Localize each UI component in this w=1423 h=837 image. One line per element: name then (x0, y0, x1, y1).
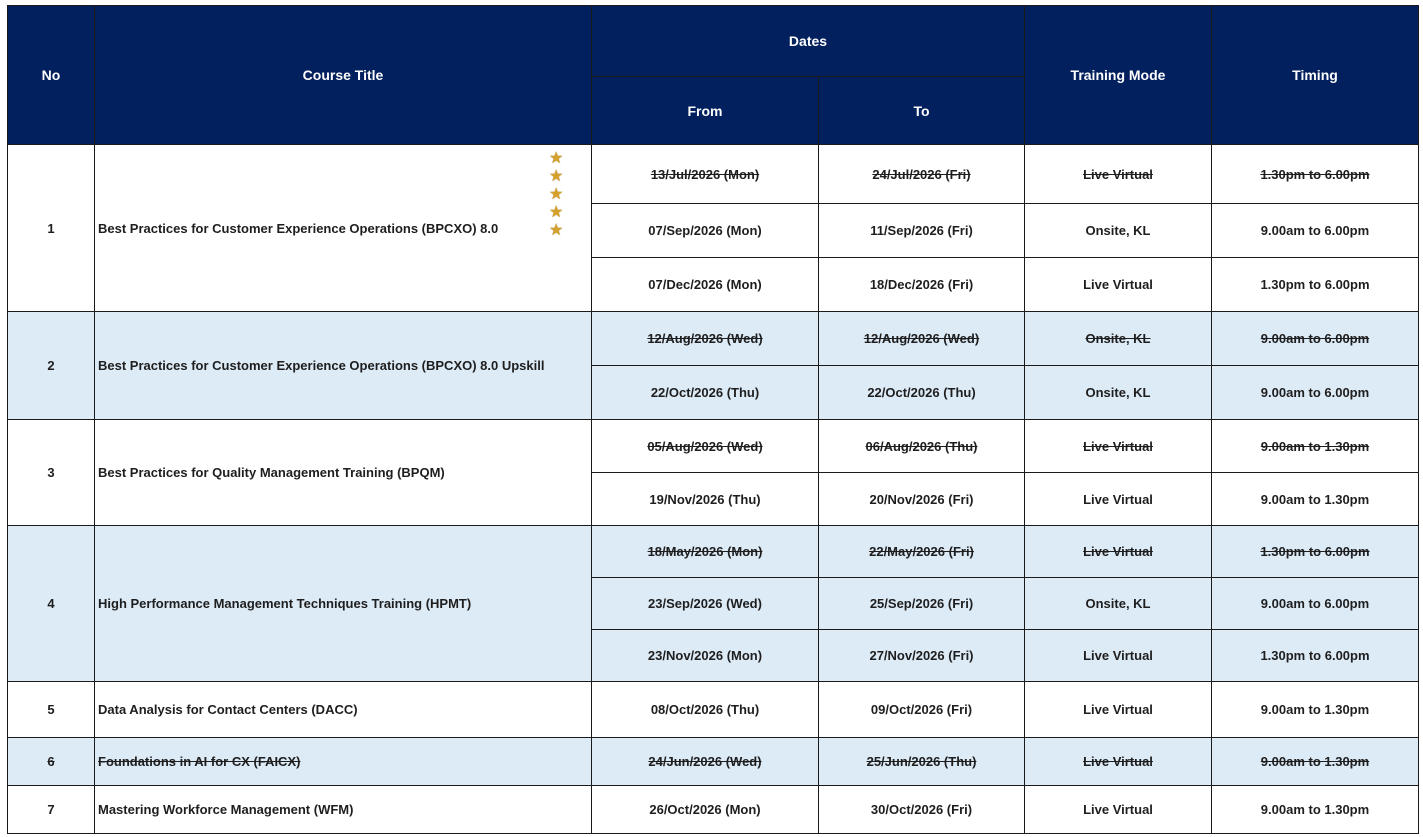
session-to-date: 22/Oct/2026 (Thu) (819, 366, 1025, 420)
table-row (8, 420, 1419, 473)
session-timing: 9.00am to 6.00pm (1212, 312, 1419, 366)
course-number: 7 (8, 786, 95, 834)
header-course-title: Course Title (95, 6, 592, 145)
session-training-mode: Onsite, KL (1025, 312, 1212, 366)
table-row (8, 312, 1419, 366)
header-no: No (8, 6, 95, 145)
course-title (95, 526, 592, 682)
star-icon: ★ (549, 148, 564, 167)
session-from-date: 18/May/2026 (Mon) (592, 526, 819, 578)
header-to: To (819, 77, 1025, 145)
session-timing: 9.00am to 6.00pm (1212, 578, 1419, 630)
session-to-date: 09/Oct/2026 (Fri) (819, 682, 1025, 738)
table-body (8, 145, 1419, 834)
star-icon: ★ (549, 220, 564, 239)
session-timing: 1.30pm to 6.00pm (1212, 630, 1419, 682)
header-dates: Dates (592, 6, 1025, 77)
table-row (8, 682, 1419, 738)
session-from-date: 26/Oct/2026 (Mon) (592, 786, 819, 834)
course-number: 4 (8, 526, 95, 682)
table-row (8, 526, 1419, 578)
session-timing: 1.30pm to 6.00pm (1212, 526, 1419, 578)
session-timing: 9.00am to 1.30pm (1212, 738, 1419, 786)
course-title (95, 682, 592, 738)
header-training-mode: Training Mode (1025, 6, 1212, 145)
session-timing: 1.30pm to 6.00pm (1212, 258, 1419, 312)
course-title-text: Mastering Workforce Management (WFM) (98, 802, 354, 817)
course-title (95, 420, 592, 526)
course-number: 6 (8, 738, 95, 786)
table-row (8, 145, 1419, 204)
session-training-mode: Live Virtual (1025, 420, 1212, 473)
course-number: 2 (8, 312, 95, 420)
session-training-mode: Live Virtual (1025, 145, 1212, 204)
course-title (95, 312, 592, 420)
session-to-date: 25/Sep/2026 (Fri) (819, 578, 1025, 630)
session-training-mode: Live Virtual (1025, 526, 1212, 578)
session-timing: 9.00am to 1.30pm (1212, 682, 1419, 738)
session-timing: 9.00am to 6.00pm (1212, 366, 1419, 420)
session-timing: 1.30pm to 6.00pm (1212, 145, 1419, 204)
course-title-text: Best Practices for Customer Experience Operations (BPCXO) 8.0 (98, 220, 499, 236)
course-number: 1 (8, 145, 95, 312)
session-from-date: 23/Nov/2026 (Mon) (592, 630, 819, 682)
session-from-date: 24/Jun/2026 (Wed) (592, 738, 819, 786)
session-timing: 9.00am to 1.30pm (1212, 420, 1419, 473)
session-to-date: 20/Nov/2026 (Fri) (819, 473, 1025, 526)
star-icon: ★ (549, 166, 564, 185)
session-to-date: 18/Dec/2026 (Fri) (819, 258, 1025, 312)
session-training-mode: Onsite, KL (1025, 366, 1212, 420)
session-training-mode: Onsite, KL (1025, 578, 1212, 630)
header-from: From (592, 77, 819, 145)
session-timing: 9.00am to 1.30pm (1212, 786, 1419, 834)
table-row (8, 738, 1419, 786)
session-training-mode: Onsite, KL (1025, 204, 1212, 258)
session-from-date: 07/Dec/2026 (Mon) (592, 258, 819, 312)
table-row (8, 786, 1419, 834)
session-from-date: 05/Aug/2026 (Wed) (592, 420, 819, 473)
session-timing: 9.00am to 6.00pm (1212, 204, 1419, 258)
session-to-date: 25/Jun/2026 (Thu) (819, 738, 1025, 786)
session-from-date: 23/Sep/2026 (Wed) (592, 578, 819, 630)
session-training-mode: Live Virtual (1025, 473, 1212, 526)
training-schedule-table (7, 5, 1419, 834)
session-from-date: 12/Aug/2026 (Wed) (592, 312, 819, 366)
session-from-date: 07/Sep/2026 (Mon) (592, 204, 819, 258)
course-number: 3 (8, 420, 95, 526)
star-icon: ★ (549, 184, 564, 203)
session-to-date: 12/Aug/2026 (Wed) (819, 312, 1025, 366)
session-from-date: 19/Nov/2026 (Thu) (592, 473, 819, 526)
session-training-mode: Live Virtual (1025, 258, 1212, 312)
session-to-date: 11/Sep/2026 (Fri) (819, 204, 1025, 258)
table-header (8, 6, 1419, 145)
session-from-date: 13/Jul/2026 (Mon) (592, 145, 819, 204)
session-to-date: 06/Aug/2026 (Thu) (819, 420, 1025, 473)
session-from-date: 08/Oct/2026 (Thu) (592, 682, 819, 738)
header-timing: Timing (1212, 6, 1419, 145)
course-title (95, 738, 592, 786)
session-training-mode: Live Virtual (1025, 682, 1212, 738)
star-rating (549, 149, 565, 239)
course-title-text: Foundations in AI for CX (FAICX) (98, 754, 301, 769)
session-training-mode: Live Virtual (1025, 786, 1212, 834)
session-to-date: 22/May/2026 (Fri) (819, 526, 1025, 578)
course-number: 5 (8, 682, 95, 738)
session-to-date: 24/Jul/2026 (Fri) (819, 145, 1025, 204)
session-training-mode: Live Virtual (1025, 738, 1212, 786)
session-to-date: 27/Nov/2026 (Fri) (819, 630, 1025, 682)
course-title-text: High Performance Management Techniques Training (HPMT) (98, 596, 472, 611)
session-from-date: 22/Oct/2026 (Thu) (592, 366, 819, 420)
course-title (95, 145, 592, 312)
session-to-date: 30/Oct/2026 (Fri) (819, 786, 1025, 834)
session-training-mode: Live Virtual (1025, 630, 1212, 682)
star-icon: ★ (549, 202, 564, 221)
header-row-top (8, 6, 1419, 77)
session-timing: 9.00am to 1.30pm (1212, 473, 1419, 526)
course-title-text: Best Practices for Customer Experience Operations (BPCXO) 8.0 Upskill (98, 358, 545, 373)
course-title-text: Best Practices for Quality Management Training (BPQM) (98, 465, 445, 480)
course-title-text: Data Analysis for Contact Centers (DACC) (98, 702, 358, 717)
course-title (95, 786, 592, 834)
